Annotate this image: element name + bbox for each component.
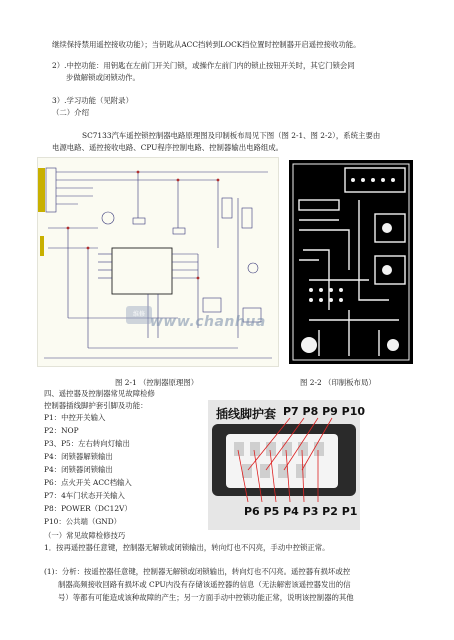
paragraph-intro-heading: （二）介绍 (52, 108, 89, 117)
connector-title: 插线脚护套 (216, 407, 277, 421)
fault-analysis-1: (1)：分析：按遥控器任意键，控制器无解锁或闭锁输出，转向灯也不闪亮。遥控器有损坏或控 (44, 567, 351, 576)
pin-item: P2：NOP (44, 426, 79, 435)
pin-item: P4：闭锁器解锁输出 (44, 452, 113, 461)
paragraph-learning: 3）.学习功能（见附录） (52, 96, 133, 105)
watermark: www.chanhua (150, 314, 266, 330)
pin-item: P4：闭锁器闭锁输出 (44, 465, 113, 474)
pin-item: P10：公共端（GND） (44, 517, 122, 526)
pin-item: P6：点火开关 ACC档输入 (44, 478, 132, 487)
watermark-badge: 维修 (126, 306, 152, 324)
pin-item: P3、P5：左右转向灯输出 (44, 439, 130, 448)
section-4-heading: 四、遥控器及控制器常见故障检修 (44, 389, 155, 398)
paragraph-description-2: 电源电路、遥控接收电路、CPU程序控制电路、控制器输出电路组成。 (52, 143, 284, 152)
paragraph-central-lock-1: 2）.中控功能：用钥匙在左前门开关门锁，或操作左前门内的锁止按钮开关时，其它门锁会同 (52, 61, 355, 70)
pin-item: P7：4车门状态开关输入 (44, 491, 125, 500)
figure-2-caption: 图 2-2 （印制板布局） (300, 378, 376, 387)
pcb-layout-figure (289, 160, 413, 364)
faults-heading: （一）常见故障检修技巧 (44, 531, 126, 540)
paragraph-remote-disable: 继续保持禁用遥控接收功能）；当钥匙从ACC挡转到LOCK挡位置时控制器开启遥控接收功能。 (52, 40, 361, 49)
fault-analysis-2: 制器高频接收回路有损坏或 CPU内没有存储该遥控器的信息（无法解密该遥控器发出的信 (58, 580, 351, 589)
schematic-drawing (38, 158, 278, 366)
schematic-figure (37, 157, 279, 367)
section-4-subheading: 控制器插线脚护套引脚及功能： (44, 401, 148, 410)
connector-top-pin-labels: P7 P8 P9 P10 (283, 405, 366, 418)
figure-1-caption: 图 2-1 （控制器原理图） (115, 378, 199, 387)
connector-bottom-pin-labels: P6 P5 P4 P3 P2 P1 (244, 505, 358, 518)
fault-analysis-3: 号）等都有可能造成该种故障的产生；另一方面手动中控锁功能正常，说明该控制器的其他 (58, 593, 354, 602)
fault-item-1: 1．按再遥控器任意键，控制器无解锁或闭锁输出，转向灯也不闪亮，手动中控锁正常。 (44, 543, 330, 552)
pin-item: P1：中控开关输入 (44, 413, 106, 422)
pin-item: P8：POWER（DC12V） (44, 504, 132, 513)
pcb-drawing (289, 160, 413, 364)
paragraph-description-1: SC7133汽车遥控锁控制器电路原理图及印制板布局见下图（图 2-1、图 2-2），系统主要由 (82, 131, 381, 140)
paragraph-central-lock-2: 步做解锁或闭锁动作。 (66, 73, 140, 82)
